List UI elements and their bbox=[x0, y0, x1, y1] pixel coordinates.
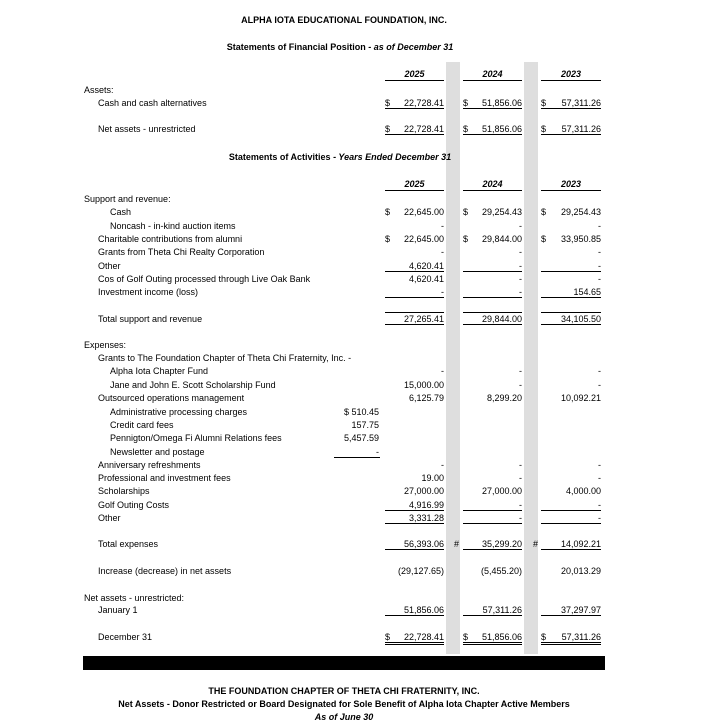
cash-label: Cash and cash alternatives bbox=[98, 98, 207, 108]
year-header: 2023 bbox=[560, 179, 582, 189]
amount-value: 51,856.06 bbox=[481, 124, 522, 134]
amount-value: - bbox=[519, 380, 522, 390]
underline-rule bbox=[385, 644, 444, 645]
amount-cell bbox=[385, 220, 444, 232]
underline-rule bbox=[463, 523, 522, 524]
amount-value: - bbox=[519, 366, 522, 376]
amount-value: 35,299.20 bbox=[481, 539, 522, 549]
underline-rule bbox=[541, 108, 601, 109]
grants-label: Grants to The Foundation Chapter of Theta Chi Fraternity, Inc. - bbox=[98, 353, 352, 363]
amount-value: - bbox=[441, 366, 444, 376]
december-label: December 31 bbox=[98, 632, 153, 642]
amount-value: 4,620.41 bbox=[408, 261, 444, 271]
amount-cell bbox=[541, 379, 601, 391]
total-support-label: Total support and revenue bbox=[98, 314, 203, 324]
amount-value: - bbox=[519, 221, 522, 231]
underline-rule bbox=[385, 271, 444, 272]
amount-value: 27,000.00 bbox=[403, 486, 444, 496]
underline-rule bbox=[334, 457, 380, 458]
underline-rule bbox=[385, 190, 444, 191]
amount-value: 33,950.85 bbox=[560, 234, 601, 244]
amount-cell bbox=[385, 365, 444, 377]
underline-rule bbox=[385, 134, 444, 135]
amount-value: 15,000.00 bbox=[403, 380, 444, 390]
amount-value: 8,299.20 bbox=[486, 393, 522, 403]
amount-cell bbox=[541, 206, 601, 218]
amount-value: - bbox=[598, 261, 601, 271]
support-row-label: Grants from Theta Chi Realty Corporation bbox=[98, 247, 265, 257]
position-statement-title: Statements of Financial Position - as of December 31 bbox=[226, 42, 454, 52]
amount-cell bbox=[385, 273, 444, 285]
amount-cell bbox=[463, 365, 522, 377]
amount-value: - bbox=[441, 460, 444, 470]
amount-cell bbox=[463, 485, 522, 497]
underline-rule bbox=[541, 549, 601, 550]
amount-value: - bbox=[519, 513, 522, 523]
amount-value: 29,254.43 bbox=[481, 207, 522, 217]
currency-symbol: $ bbox=[385, 124, 391, 134]
amount-value: 19.00 bbox=[421, 473, 444, 483]
amount-value: - bbox=[441, 247, 444, 257]
amount-value: 22,728.41 bbox=[403, 98, 444, 108]
subtotal-value: 157.75 bbox=[351, 420, 379, 430]
amount-cell bbox=[541, 365, 601, 377]
amount-value: 51,856.06 bbox=[481, 632, 522, 642]
currency-symbol: $ bbox=[541, 124, 547, 134]
underline-rule bbox=[463, 312, 522, 313]
amount-cell bbox=[385, 485, 444, 497]
amount-cell bbox=[385, 392, 444, 404]
underline-rule bbox=[541, 80, 601, 81]
underline-rule bbox=[463, 297, 522, 298]
underline-rule bbox=[385, 80, 444, 81]
amount-value: - bbox=[519, 261, 522, 271]
underline-rule bbox=[541, 297, 601, 298]
amount-value: - bbox=[598, 247, 601, 257]
amount-value: 29,844.00 bbox=[481, 314, 522, 324]
currency-symbol: $ bbox=[541, 234, 547, 244]
amount-cell bbox=[463, 246, 522, 258]
support-row-label: Cash bbox=[110, 207, 132, 217]
amount-cell bbox=[385, 472, 444, 484]
underline-rule bbox=[385, 510, 444, 511]
amount-value: 14,092.21 bbox=[560, 539, 601, 549]
underline-rule bbox=[541, 615, 601, 616]
year-header: 2024 bbox=[482, 69, 503, 79]
amount-cell bbox=[463, 206, 522, 218]
amount-value: - bbox=[598, 500, 601, 510]
amount-cell bbox=[385, 565, 444, 577]
footer-subtitle: Net Assets - Donor Restricted or Board Designated for Sole Benefit of Alpha Iota Chapter Active Members bbox=[118, 699, 570, 709]
amount-cell bbox=[541, 485, 601, 497]
expense-row-label: Pennigton/Omega Fi Alumni Relations fees bbox=[110, 433, 282, 443]
amount-cell bbox=[385, 379, 444, 391]
amount-value: - bbox=[598, 380, 601, 390]
net-assets-unrestricted-label: Net assets - unrestricted: bbox=[84, 593, 185, 603]
expense-row-label: Anniversary refreshments bbox=[98, 460, 201, 470]
amount-cell bbox=[541, 565, 601, 577]
subtotal-value: $ 510.45 bbox=[343, 407, 379, 417]
amount-cell bbox=[463, 273, 522, 285]
underline-rule bbox=[541, 510, 601, 511]
year-header: 2025 bbox=[404, 69, 425, 79]
amount-value: - bbox=[598, 366, 601, 376]
amount-value: 6,125.79 bbox=[408, 393, 444, 403]
amount-value: 27,265.41 bbox=[403, 314, 444, 324]
amount-value: 29,254.43 bbox=[560, 207, 601, 217]
amount-value: 22,645.00 bbox=[403, 234, 444, 244]
underline-rule bbox=[463, 510, 522, 511]
amount-value: 10,092.21 bbox=[560, 393, 601, 403]
amount-value: - bbox=[441, 221, 444, 231]
amount-cell bbox=[463, 459, 522, 471]
underline-rule bbox=[541, 644, 601, 645]
assets-label: Assets: bbox=[84, 85, 114, 95]
subtotal-value: - bbox=[376, 447, 379, 457]
amount-value: 51,856.06 bbox=[481, 98, 522, 108]
amount-cell bbox=[463, 565, 522, 577]
currency-symbol: $ bbox=[541, 632, 547, 642]
expense-row-label: Professional and investment fees bbox=[98, 473, 231, 483]
activities-statement-title: Statements of Activities - Years Ended December 31 bbox=[228, 152, 452, 162]
underline-rule bbox=[463, 134, 522, 135]
underline-rule bbox=[463, 615, 522, 616]
currency-symbol: $ bbox=[385, 98, 391, 108]
year-header: 2025 bbox=[404, 179, 425, 189]
underline-rule bbox=[541, 312, 601, 313]
amount-value: - bbox=[598, 274, 601, 284]
total-expenses-label: Total expenses bbox=[98, 539, 159, 549]
currency-symbol: $ bbox=[463, 207, 469, 217]
hash-mark: # bbox=[533, 539, 539, 549]
underline-rule bbox=[385, 523, 444, 524]
hash-mark: # bbox=[454, 539, 460, 549]
expense-row-label: Scholarships bbox=[98, 486, 150, 496]
expense-row-label: Administrative processing charges bbox=[110, 407, 248, 417]
amount-cell bbox=[541, 273, 601, 285]
amount-value: - bbox=[598, 221, 601, 231]
underline-rule bbox=[463, 190, 522, 191]
year-header: 2023 bbox=[560, 69, 582, 79]
expense-row-label: Golf Outing Costs bbox=[98, 500, 170, 510]
january-label: January 1 bbox=[98, 605, 138, 615]
amount-value: 27,000.00 bbox=[481, 486, 522, 496]
amount-value: 34,105.50 bbox=[560, 314, 601, 324]
amount-value: 29,844.00 bbox=[481, 234, 522, 244]
amount-value: 37,297.97 bbox=[560, 605, 601, 615]
amount-value: 4,620.41 bbox=[408, 274, 444, 284]
underline-rule bbox=[541, 324, 601, 325]
underline-rule bbox=[463, 644, 522, 645]
support-header: Support and revenue: bbox=[84, 194, 171, 204]
underline-rule bbox=[463, 324, 522, 325]
underline-rule bbox=[463, 80, 522, 81]
support-row-label: Cos of Golf Outing processed through Live Oak Bank bbox=[98, 274, 311, 284]
amount-value: - bbox=[598, 513, 601, 523]
amount-value: - bbox=[519, 274, 522, 284]
underline-rule bbox=[463, 642, 522, 643]
amount-cell bbox=[541, 392, 601, 404]
section-divider-bar bbox=[83, 656, 605, 670]
amount-cell bbox=[541, 246, 601, 258]
amount-cell bbox=[385, 206, 444, 218]
amount-value: - bbox=[519, 247, 522, 257]
currency-symbol: $ bbox=[463, 632, 469, 642]
amount-value: 57,311.26 bbox=[482, 605, 522, 615]
amount-value: 22,645.00 bbox=[403, 207, 444, 217]
expense-row-label: Outsourced operations management bbox=[98, 393, 245, 403]
underline-rule bbox=[463, 271, 522, 272]
expense-row-label: Credit card fees bbox=[110, 420, 174, 430]
amount-value: 154.65 bbox=[573, 287, 601, 297]
subtotal-value: 5,457.59 bbox=[343, 433, 379, 443]
footer-date: As of June 30 bbox=[314, 712, 374, 722]
currency-symbol: $ bbox=[463, 234, 469, 244]
amount-value: - bbox=[598, 473, 601, 483]
underline-rule bbox=[463, 108, 522, 109]
amount-cell bbox=[385, 233, 444, 245]
underline-rule bbox=[541, 190, 601, 191]
underline-rule bbox=[541, 642, 601, 643]
currency-symbol: $ bbox=[541, 207, 547, 217]
amount-value: - bbox=[519, 287, 522, 297]
increase-label: Increase (decrease) in net assets bbox=[98, 566, 232, 576]
amount-value: 22,728.41 bbox=[403, 124, 444, 134]
currency-symbol: $ bbox=[385, 632, 391, 642]
amount-cell bbox=[463, 472, 522, 484]
amount-value: - bbox=[519, 460, 522, 470]
amount-value: 22,728.41 bbox=[403, 632, 444, 642]
expense-row-label: Alpha Iota Chapter Fund bbox=[110, 366, 209, 376]
amount-value: 57,311.26 bbox=[561, 124, 601, 134]
amount-cell bbox=[541, 459, 601, 471]
amount-cell bbox=[463, 233, 522, 245]
underline-rule bbox=[463, 549, 522, 550]
expense-row-label: Newsletter and postage bbox=[110, 447, 205, 457]
amount-cell bbox=[463, 220, 522, 232]
amount-value: - bbox=[519, 500, 522, 510]
underline-rule bbox=[385, 324, 444, 325]
amount-value: 51,856.06 bbox=[403, 605, 444, 615]
underline-rule bbox=[385, 642, 444, 643]
amount-value: 3,331.28 bbox=[408, 513, 444, 523]
amount-cell bbox=[541, 233, 601, 245]
footer-title: THE FOUNDATION CHAPTER OF THETA CHI FRATERNITY, INC. bbox=[208, 686, 480, 696]
amount-cell bbox=[385, 459, 444, 471]
amount-cell bbox=[463, 392, 522, 404]
underline-rule bbox=[385, 549, 444, 550]
amount-cell bbox=[541, 220, 601, 232]
currency-symbol: $ bbox=[541, 98, 547, 108]
amount-cell bbox=[541, 472, 601, 484]
currency-symbol: $ bbox=[463, 124, 469, 134]
support-row-label: Charitable contributions from alumni bbox=[98, 234, 243, 244]
amount-value: - bbox=[519, 473, 522, 483]
amount-value: 57,311.26 bbox=[561, 632, 601, 642]
underline-rule bbox=[385, 615, 444, 616]
currency-symbol: $ bbox=[463, 98, 469, 108]
expenses-header: Expenses: bbox=[84, 340, 127, 350]
amount-cell bbox=[463, 379, 522, 391]
amount-value: 20,013.29 bbox=[560, 566, 601, 576]
amount-value: - bbox=[441, 287, 444, 297]
underline-rule bbox=[385, 297, 444, 298]
year-header: 2024 bbox=[482, 179, 503, 189]
underline-rule bbox=[541, 271, 601, 272]
currency-symbol: $ bbox=[385, 207, 391, 217]
underline-rule bbox=[385, 108, 444, 109]
net-assets-label: Net assets - unrestricted bbox=[98, 124, 196, 134]
underline-rule bbox=[541, 134, 601, 135]
amount-value: 4,000.00 bbox=[565, 486, 601, 496]
expense-row-label: Jane and John E. Scott Scholarship Fund bbox=[110, 380, 276, 390]
expense-row-label: Other bbox=[98, 513, 121, 523]
underline-rule bbox=[385, 312, 444, 313]
support-row-label: Noncash - in-kind auction items bbox=[110, 221, 236, 231]
support-row-label: Investment income (loss) bbox=[98, 287, 199, 297]
amount-value: - bbox=[598, 460, 601, 470]
amount-value: 57,311.26 bbox=[561, 98, 601, 108]
amount-value: (29,127.65) bbox=[397, 566, 444, 576]
support-row-label: Other bbox=[98, 261, 121, 271]
amount-value: 56,393.06 bbox=[403, 539, 444, 549]
amount-cell bbox=[385, 246, 444, 258]
organization-title: ALPHA IOTA EDUCATIONAL FOUNDATION, INC. bbox=[241, 15, 447, 25]
underline-rule bbox=[541, 523, 601, 524]
currency-symbol: $ bbox=[385, 234, 391, 244]
amount-value: (5,455.20) bbox=[480, 566, 522, 576]
amount-value: 4,916.99 bbox=[408, 500, 444, 510]
